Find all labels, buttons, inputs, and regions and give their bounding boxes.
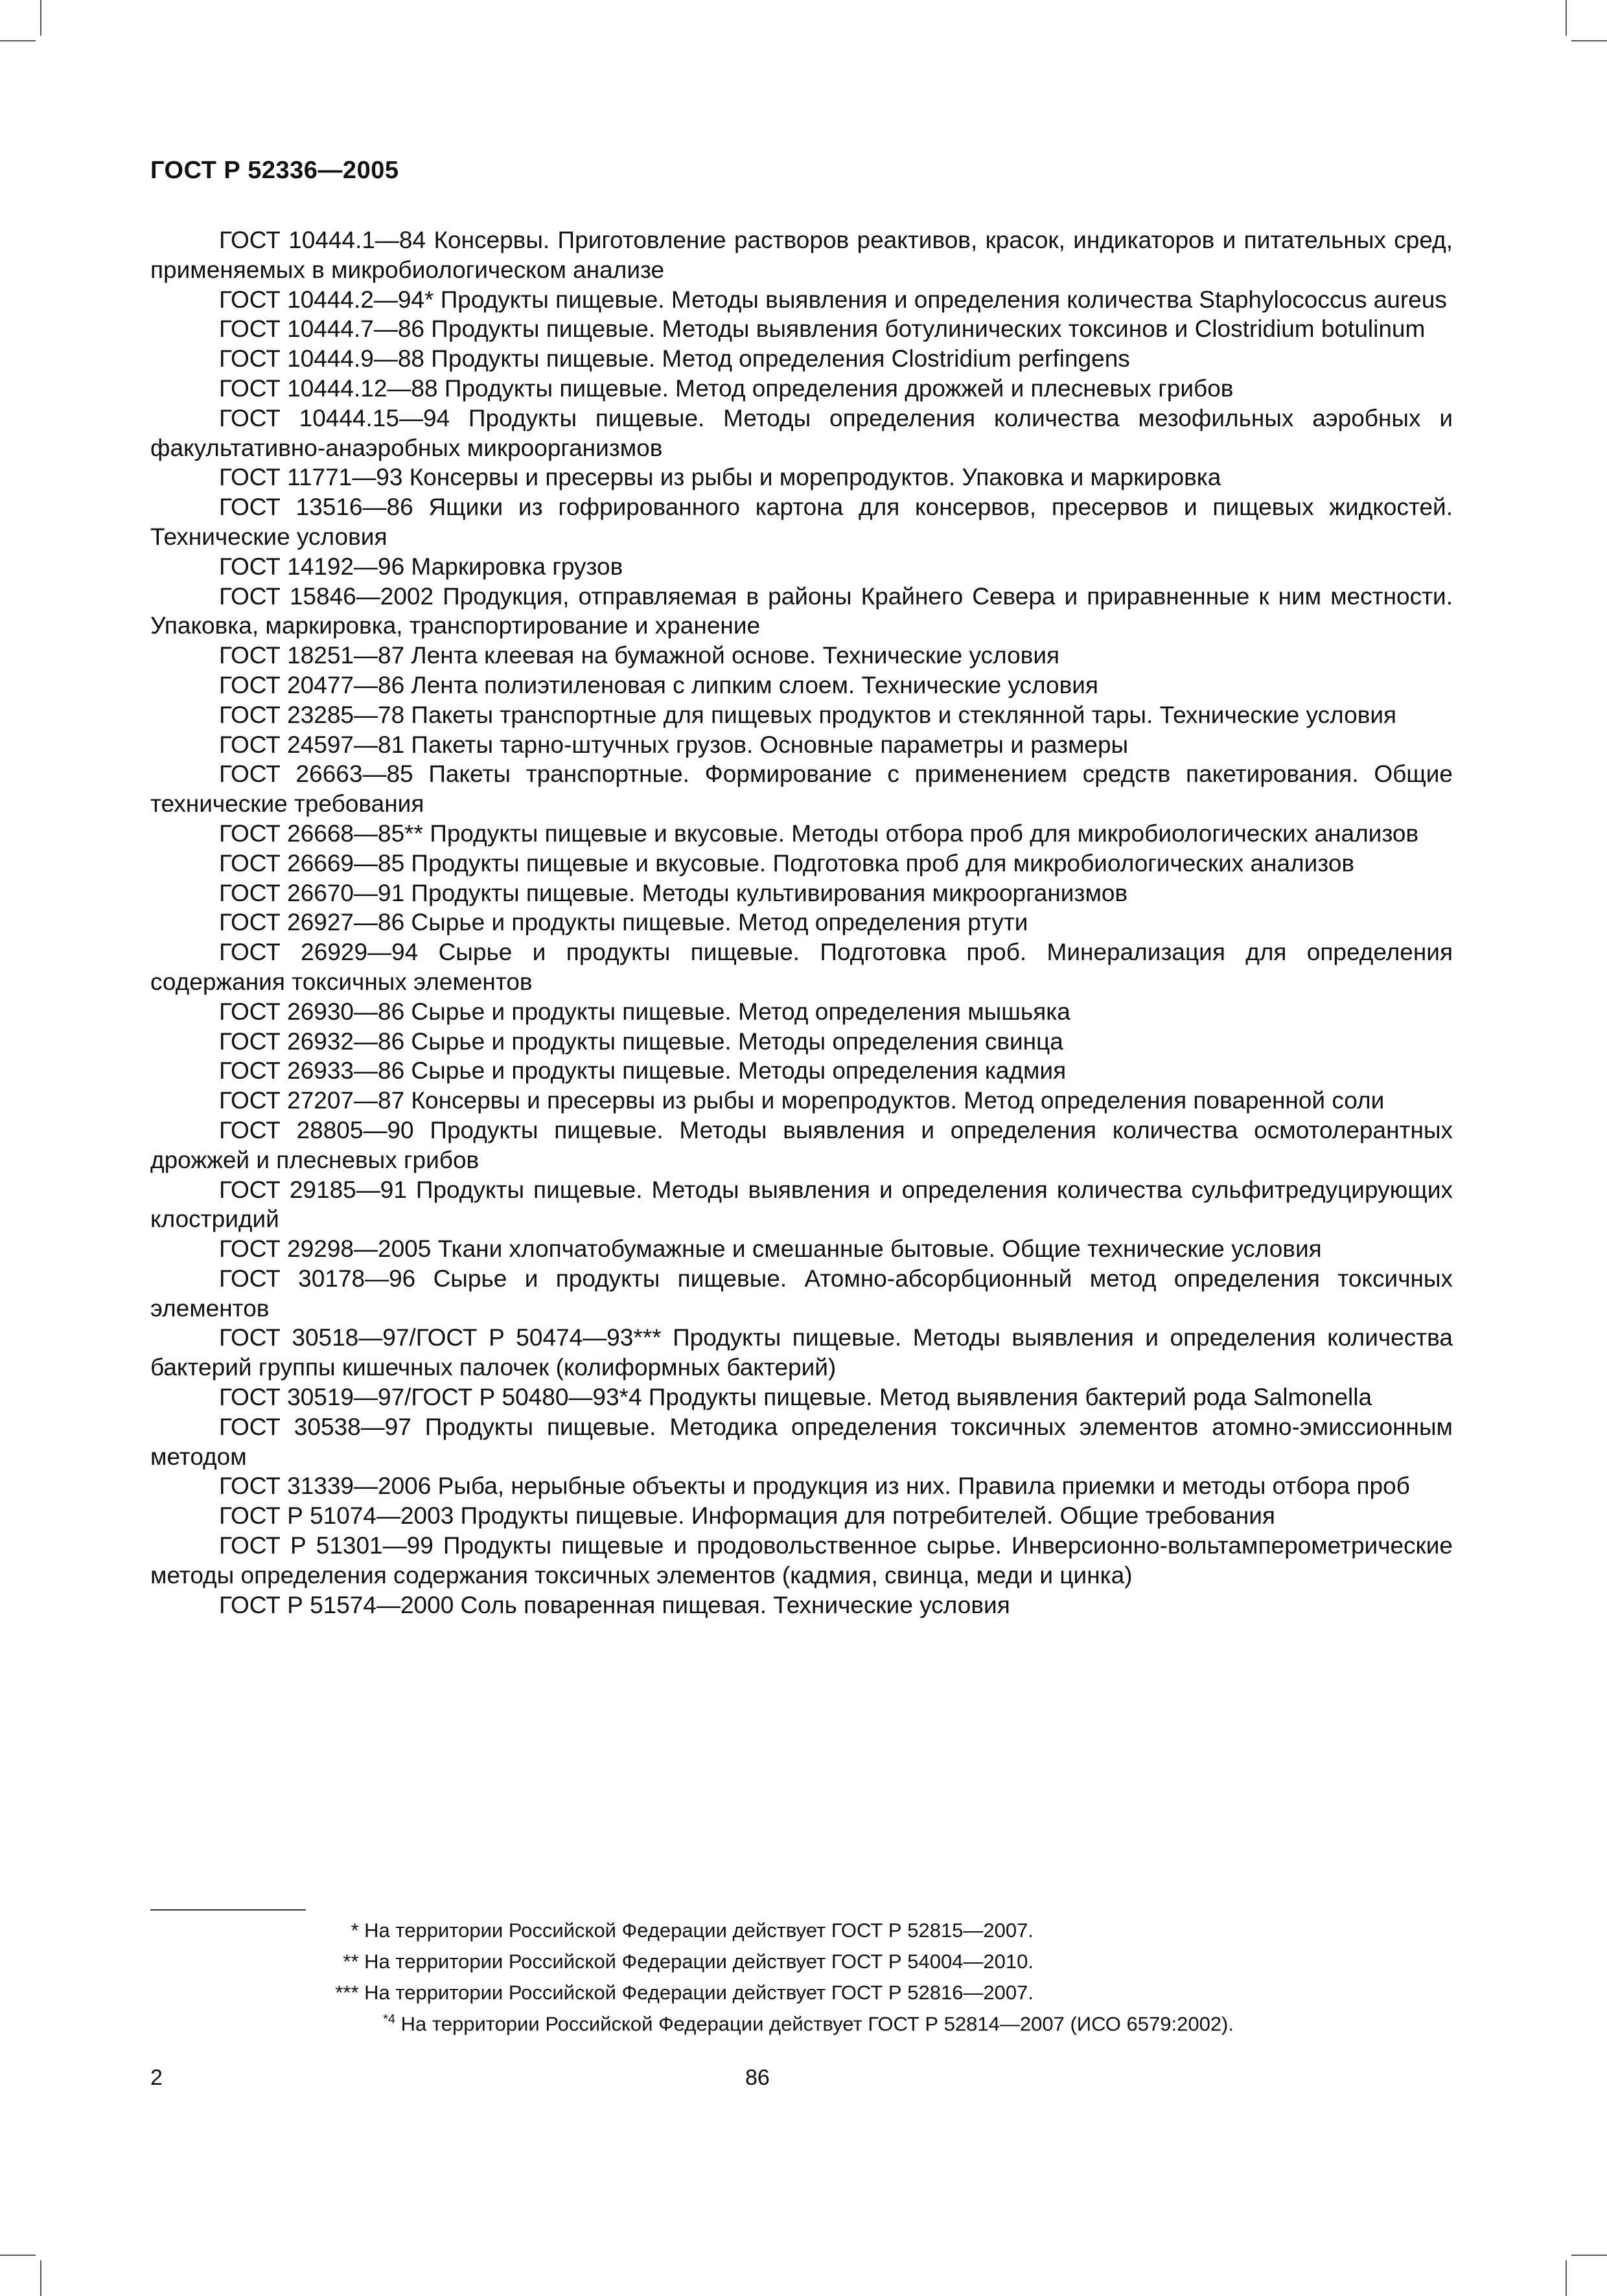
footnote-text: На территории Российской Федерации действует ГОСТ Р 54004—2010. — [364, 1950, 1034, 1973]
document-header: ГОСТ Р 52336—2005 — [150, 157, 399, 184]
reference-item: ГОСТ 10444.1—84 Консервы. Приготовление растворов реактивов, красок, индикаторов и питательных сред, применяемых в микробиологическом анализе — [150, 227, 1453, 283]
reference-item: ГОСТ 30178—96 Сырье и продукты пищевые. Атомно-абсорбционный метод определения токсичных элементов — [150, 1265, 1453, 1322]
reference-item: ГОСТ Р 51074—2003 Продукты пищевые. Информация для потребителей. Общие требования — [219, 1502, 1275, 1530]
reference-item: ГОСТ 26668—85** Продукты пищевые и вкусовые. Методы отбора проб для микробиологических анализов — [219, 820, 1419, 847]
footnote — [343, 1950, 1034, 1973]
reference-item: ГОСТ 26932—86 Сырье и продукты пищевые. Методы определения свинца — [219, 1027, 1063, 1055]
reference-item: ГОСТ 31339—2006 Рыба, нерыбные объекты и продукция из них. Правила приемки и методы отбора проб — [219, 1473, 1410, 1500]
reference-list — [150, 225, 1453, 1620]
reference-item: ГОСТ Р 51301—99 Продукты пищевые и продовольственное сырье. Инверсионно-вольтамперометрические методы определения содержания токсичных элементов (кадмия, свинца, меди и цинка) — [150, 1532, 1453, 1589]
reference-item: ГОСТ 26669—85 Продукты пищевые и вкусовые. Подготовка проб для микробиологических анализов — [219, 849, 1355, 877]
reference-item: ГОСТ 29298—2005 Ткани хлопчатобумажные и смешанные бытовые. Общие технические условия — [219, 1235, 1322, 1263]
footnote-mark: *4 — [383, 2012, 395, 2026]
crop-mark — [0, 40, 36, 41]
reference-item: ГОСТ 10444.2—94* Продукты пищевые. Методы выявления и определения количества Staphylococcus aureus — [219, 286, 1447, 313]
reference-item: ГОСТ 14192—96 Маркировка грузов — [219, 553, 623, 580]
footnote-divider — [150, 1909, 306, 1911]
reference-item: ГОСТ 10444.12—88 Продукты пищевые. Метод определения дрожжей и плесневых грибов — [219, 374, 1234, 402]
reference-item: ГОСТ 30538—97 Продукты пищевые. Методика определения токсичных элементов атомно-эмиссионным методом — [150, 1413, 1453, 1470]
reference-item: ГОСТ 26927—86 Сырье и продукты пищевые. Метод определения ртути — [219, 909, 1028, 936]
reference-item: ГОСТ 18251—87 Лента клеевая на бумажной основе. Технические условия — [219, 642, 1060, 669]
footnote-text: На территории Российской Федерации действует ГОСТ Р 52815—2007. — [364, 1919, 1034, 1942]
footnote-mark: *** — [335, 1981, 359, 2004]
crop-mark — [1566, 2260, 1567, 2296]
reference-item: ГОСТ 27207—87 Консервы и пресервы из рыбы и морепродуктов. Метод определения поваренной соли — [219, 1087, 1385, 1114]
reference-item: ГОСТ Р 51574—2000 Соль поваренная пищевая. Технические условия — [219, 1591, 1010, 1618]
crop-mark — [1566, 0, 1567, 36]
reference-item: ГОСТ 29185—91 Продукты пищевые. Методы выявления и определения количества сульфитредуцирующих клостридий — [150, 1176, 1453, 1233]
reference-item: ГОСТ 24597—81 Пакеты тарно-штучных грузов. Основные параметры и размеры — [219, 731, 1129, 758]
reference-item: ГОСТ 13516—86 Ящики из гофрированного картона для консервов, пресервов и пищевых жидкостей. Технические условия — [150, 494, 1453, 550]
footnote-text: На территории Российской Федерации действует ГОСТ Р 52816—2007. — [364, 1981, 1034, 2004]
footnote — [351, 1919, 1034, 1942]
reference-item: ГОСТ 10444.9—88 Продукты пищевые. Метод определения Clostridium perfingens — [219, 345, 1130, 373]
reference-item: ГОСТ 11771—93 Консервы и пресервы из рыбы и морепродуктов. Упаковка и маркировка — [219, 464, 1221, 491]
reference-item: ГОСТ 30519—97/ГОСТ Р 50480—93*4 Продукты пищевые. Метод выявления бактерий рода Salmonella — [219, 1384, 1372, 1411]
reference-item: ГОСТ 10444.15—94 Продукты пищевые. Методы определения количества мезофильных аэробных и факультативно-анаэробных микроорганизмов — [150, 404, 1453, 461]
footnote — [383, 2012, 1234, 2036]
footnote-mark: * — [351, 1919, 359, 1942]
crop-mark — [0, 2255, 36, 2256]
reference-item: ГОСТ 30518—97/ГОСТ Р 50474—93*** Продукты пищевые. Методы выявления и определения количества бактерий группы кишечных палочек (колиформных бактерий) — [150, 1324, 1453, 1381]
page-number: 2 — [150, 2065, 163, 2090]
sheet-number: 86 — [745, 2065, 770, 2090]
reference-item: ГОСТ 10444.7—86 Продукты пищевые. Методы выявления ботулинических токсинов и Clostridium botulinum — [219, 316, 1426, 343]
reference-item: ГОСТ 26930—86 Сырье и продукты пищевые. Метод определения мышьяка — [219, 998, 1070, 1025]
crop-mark — [1571, 2255, 1607, 2256]
reference-item: ГОСТ 28805—90 Продукты пищевые. Методы выявления и определения количества осмотолерантных дрожжей и плесневых грибов — [150, 1116, 1453, 1173]
reference-item: ГОСТ 20477—86 Лента полиэтиленовая с липким слоем. Технические условия — [219, 671, 1098, 698]
reference-item: ГОСТ 26929—94 Сырье и продукты пищевые. Подготовка проб. Минерализация для определения содержания токсичных элементов — [150, 939, 1453, 995]
crop-mark — [40, 0, 41, 36]
reference-item: ГОСТ 23285—78 Пакеты транспортные для пищевых продуктов и стеклянной тары. Технические условия — [219, 701, 1397, 728]
reference-item: ГОСТ 15846—2002 Продукция, отправляемая в районы Крайнего Севера и приравненные к ним местности. Упаковка, маркировка, транспортирование и хранение — [150, 582, 1453, 639]
footnote — [335, 1981, 1034, 2004]
reference-item: ГОСТ 26663—85 Пакеты транспортные. Формирование с применением средств пакетирования. Общие технические требования — [150, 761, 1453, 818]
crop-mark — [1571, 40, 1607, 41]
footnote-mark: ** — [343, 1950, 359, 1973]
reference-item: ГОСТ 26670—91 Продукты пищевые. Методы культивирования микроорганизмов — [219, 879, 1128, 906]
footnote-text: На территории Российской Федерации действует ГОСТ Р 52814—2007 (ИСО 6579:2002). — [400, 2012, 1234, 2036]
crop-mark — [40, 2260, 41, 2296]
reference-item: ГОСТ 26933—86 Сырье и продукты пищевые. Методы определения кадмия — [219, 1057, 1067, 1085]
